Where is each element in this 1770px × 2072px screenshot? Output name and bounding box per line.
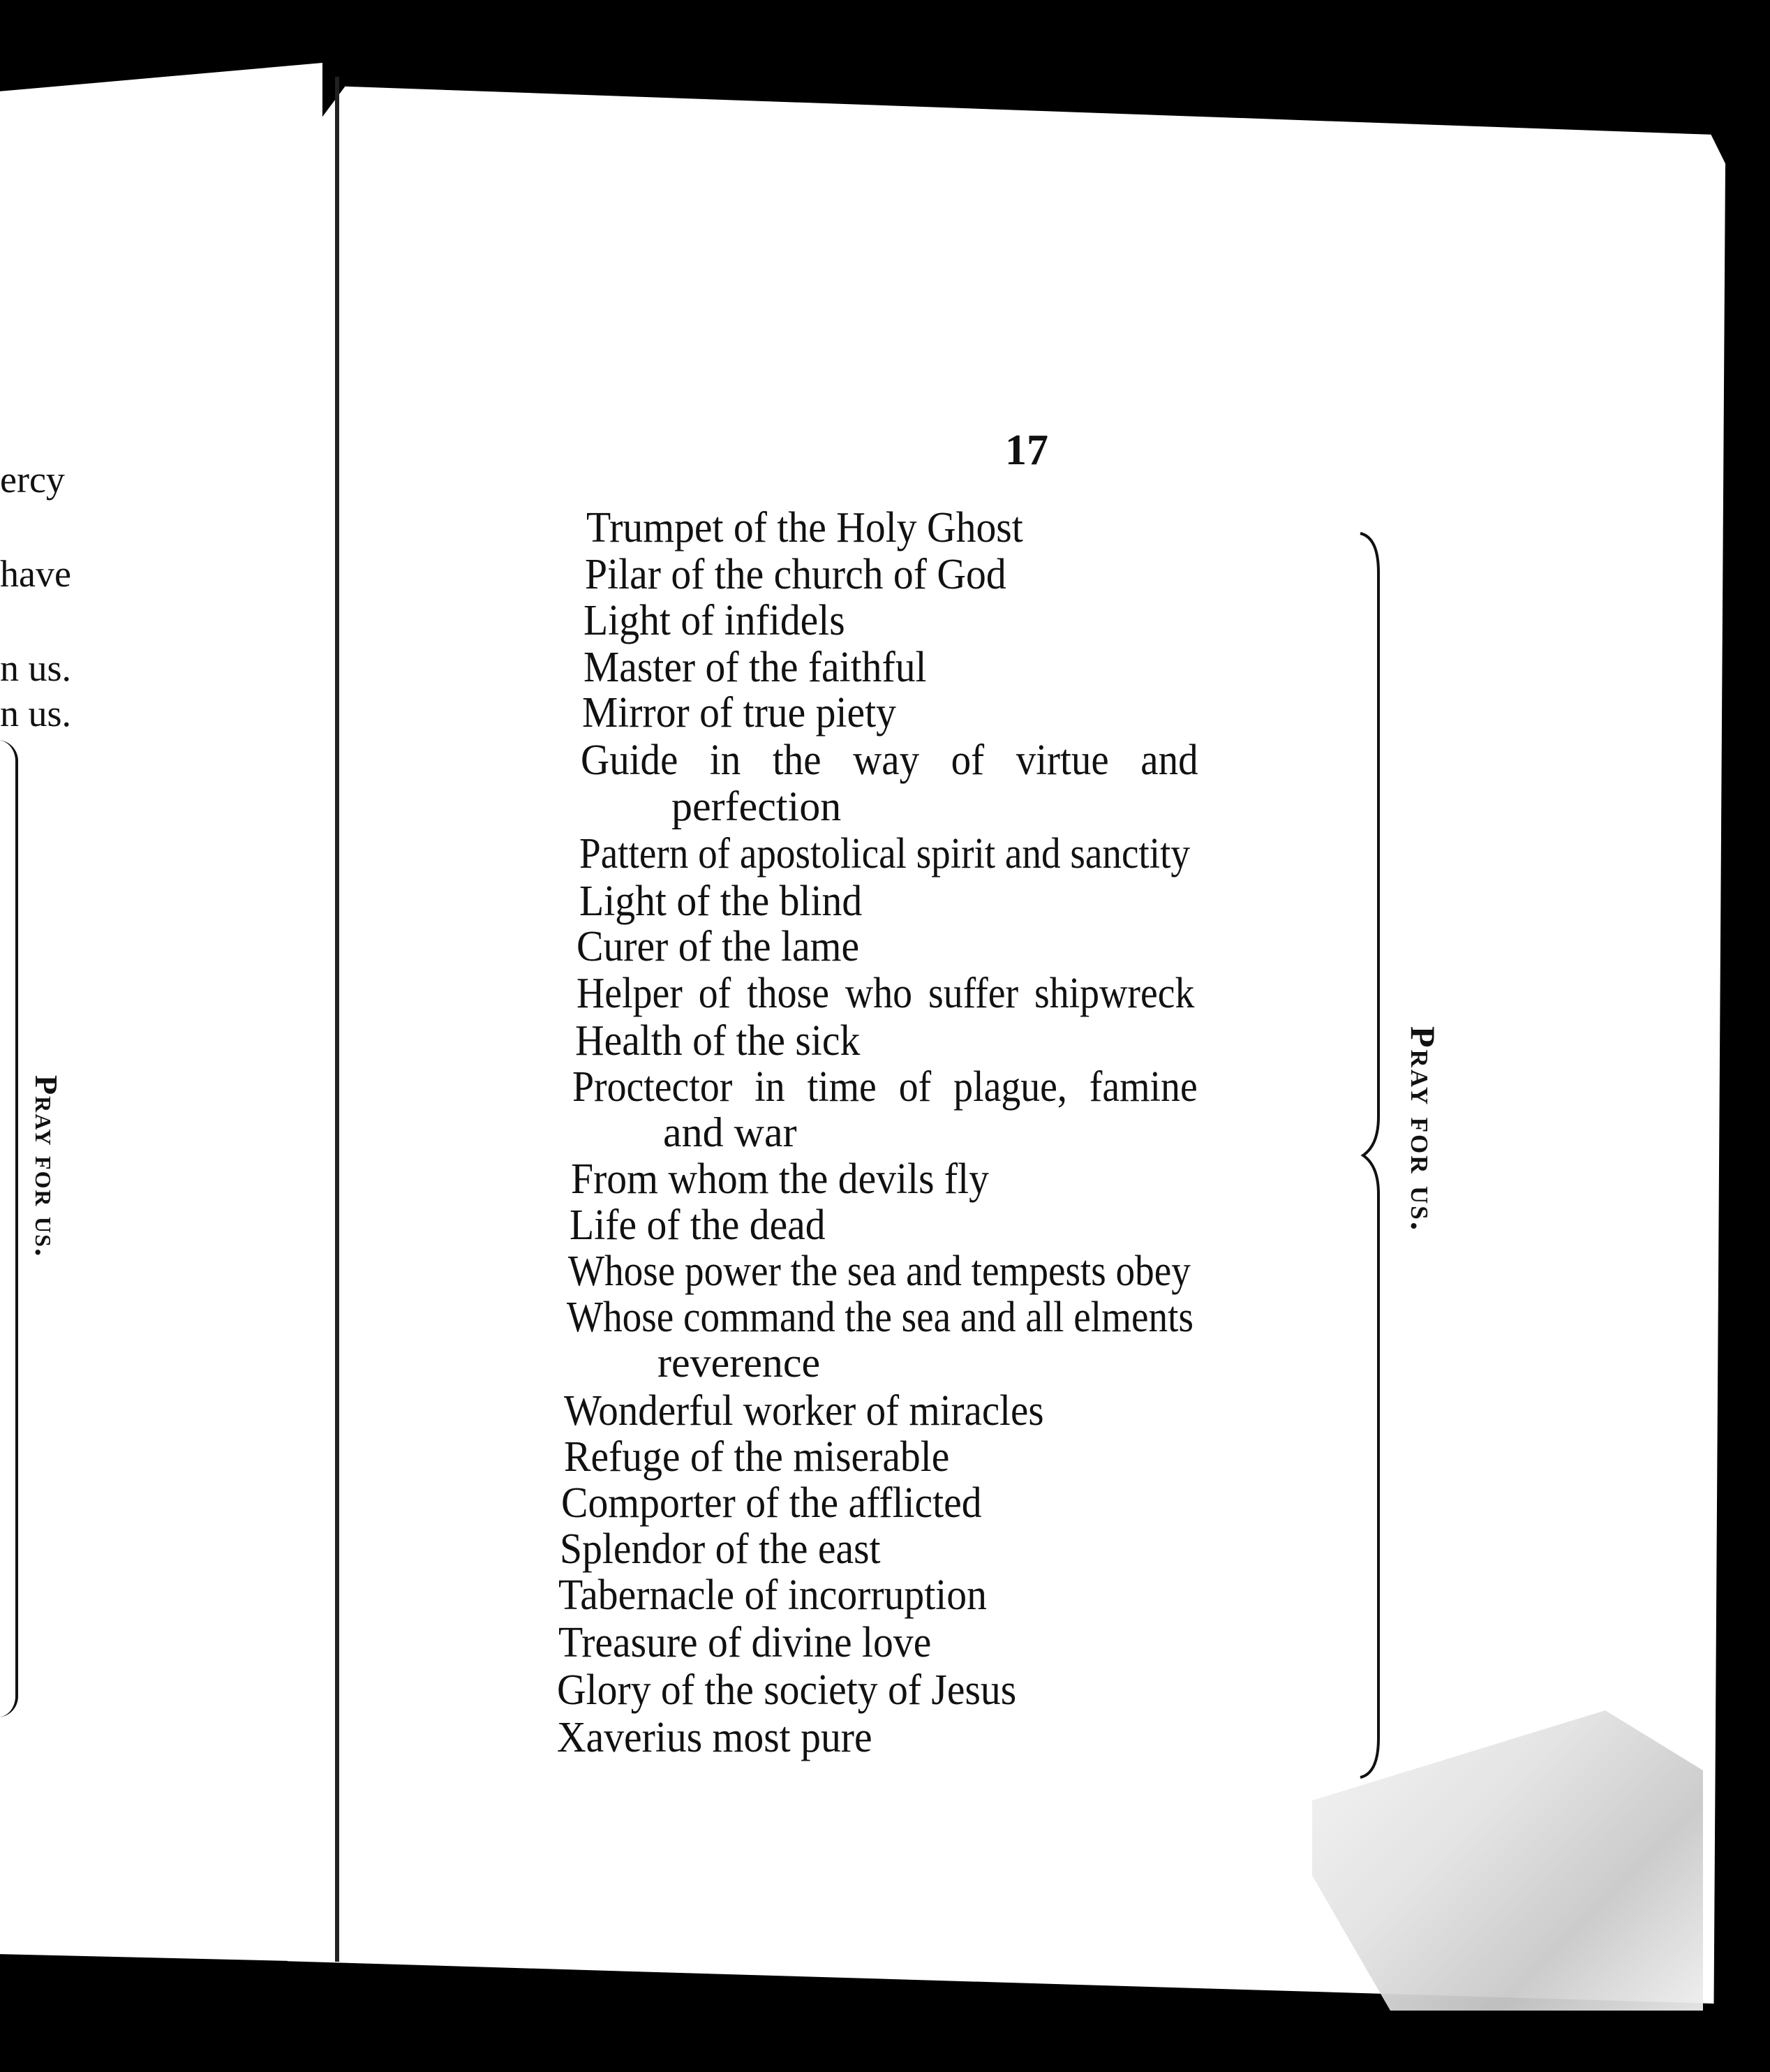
pray-for-us: Pray for us. [1404, 1026, 1443, 1233]
invocation-continuation: and war [663, 1109, 797, 1155]
invocation-line: Guide in the way of virtue and [581, 737, 1198, 784]
page-number: 17 [1005, 427, 1048, 474]
invocation-line: Light of the blind [579, 878, 863, 925]
invocation-line: Treasure of divine love [558, 1619, 932, 1666]
invocation-line: Tabernacle of incorruption [558, 1571, 987, 1619]
left-fragment: ercy [0, 459, 65, 501]
left-fragment: have [0, 553, 71, 595]
left-pray-for-us: Pray for us. [29, 1075, 64, 1258]
invocation-line: Trumpet of the Holy Ghost [586, 504, 1023, 552]
invocation-line: Life of the dead [570, 1201, 826, 1249]
invocation-line: Curer of the lame [577, 923, 860, 970]
left-fragment: n us. [0, 693, 72, 734]
invocation-line: Wonderful worker of miracles [564, 1387, 1044, 1435]
invocation-line: Whose command the sea and all elments [567, 1294, 1193, 1341]
invocation-line: Mirror of true piety [582, 689, 896, 737]
curly-brace [1358, 531, 1385, 1780]
invocation-line: Master of the faithful [583, 644, 927, 691]
invocation-line: Light of infidels [583, 597, 845, 644]
invocation-line: Health of the sick [575, 1017, 861, 1065]
invocation-line: Pilar of the church of God [585, 551, 1006, 598]
invocation-continuation: perfection [671, 783, 842, 829]
invocation-line: Whose power the sea and tempests obey [568, 1248, 1191, 1295]
invocation-line: Xaverius most pure [557, 1714, 872, 1761]
invocation-line: Proctector in time of plague, famine [572, 1063, 1198, 1111]
invocation-line: From whom the devils fly [571, 1155, 989, 1203]
left-fragment: n us. [0, 647, 72, 689]
invocation-continuation: reverence [657, 1340, 821, 1386]
invocation-line: Helper of those who suffer shipwreck [577, 970, 1195, 1017]
invocation-line: Pattern of apostolical spirit and sanctity [579, 830, 1191, 878]
invocation-line: Glory of the society of Jesus [557, 1666, 1017, 1714]
invocation-line: Splendor of the east [560, 1525, 881, 1573]
invocation-line: Refuge of the miserable [564, 1433, 950, 1481]
invocation-line: Comporter of the afflicted [561, 1479, 982, 1527]
